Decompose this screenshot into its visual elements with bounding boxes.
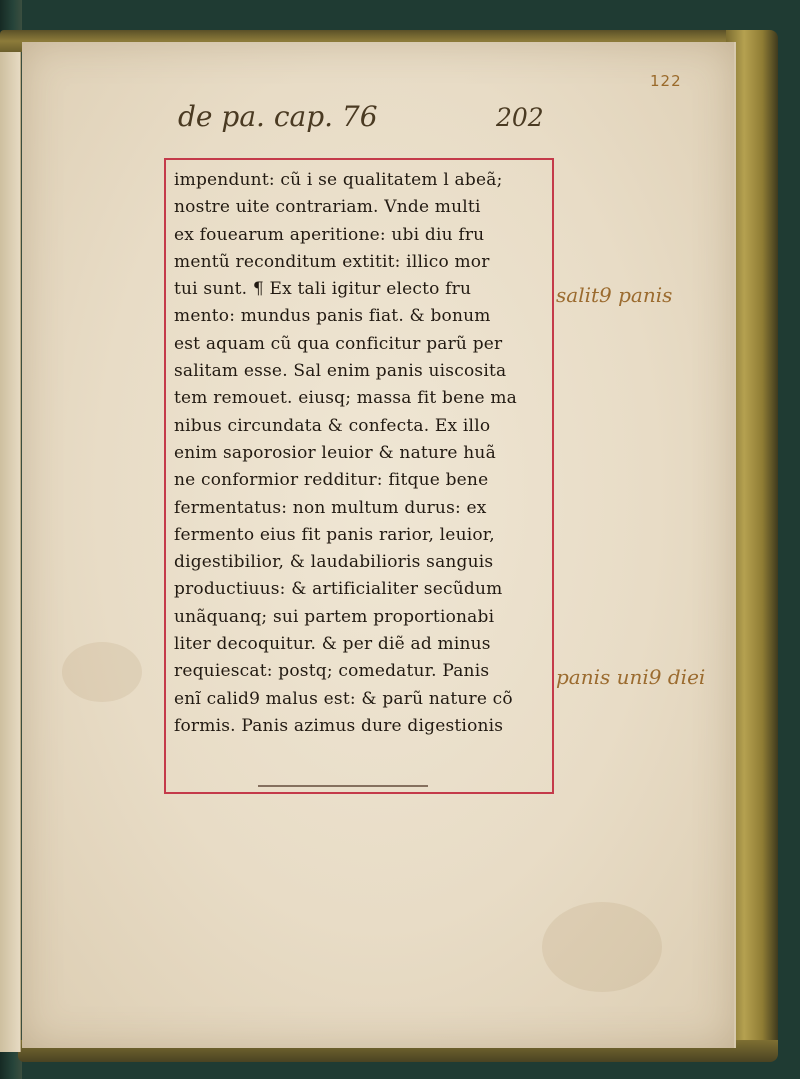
text-line: salitam esse. Sal enim panis uiscosita — [174, 361, 507, 382]
text-line: enim saporosior leuior & nature huã — [174, 442, 496, 463]
text-line: est aquam cũ qua conficitur parũ per — [174, 333, 503, 354]
text-line: fermentatus: non multum durus: ex — [174, 497, 487, 518]
text-line: mentũ reconditum extitit: illico mor — [174, 251, 490, 272]
text-line: unãquanq; sui partem proportionabi — [174, 606, 495, 627]
text-block — [174, 167, 546, 740]
running-head: de pa. cap. 76 — [178, 100, 378, 133]
paper-stain — [62, 642, 142, 702]
margin-annotation: panis uni9 diei — [556, 665, 706, 689]
text-line: ex fouearum aperitione: ubi diu fru — [174, 224, 485, 245]
text-line: productiuus: & artificialiter secũdum — [174, 579, 503, 600]
folio-number: 122 — [650, 72, 682, 90]
text-line: digestibilior, & laudabilioris sanguis — [174, 552, 494, 573]
text-line: formis. Panis azimus dure digestionis — [174, 715, 504, 736]
margin-annotation: salit9 panis — [556, 283, 673, 307]
text-line: tui sunt. ¶ Ex tali igitur electo fru — [174, 279, 472, 300]
running-head-number: 202 — [496, 103, 544, 132]
text-line: requiescat: postq; comedatur. Panis — [174, 661, 490, 682]
text-line: nibus circundata & confecta. Ex illo — [174, 415, 491, 436]
paper-stain — [542, 902, 662, 992]
text-line: fermento eius fit panis rarior, leuior, — [174, 524, 495, 545]
text-line: ne conformior redditur: fitque bene — [174, 470, 489, 491]
text-line: mento: mundus panis fiat. & bonum — [174, 306, 491, 327]
text-line: tem remouet. eiusq; massa fit bene ma — [174, 388, 518, 409]
text-line: liter decoquitur. & per diẽ ad minus — [174, 634, 491, 655]
underline-mark — [258, 785, 428, 787]
text-line: nostre uite contrariam. Vnde multi — [174, 197, 481, 218]
text-line: impendunt: cũ i se qualitatem l abeã; — [174, 170, 503, 190]
text-line: enĩ calid9 malus est: & parũ nature cõ — [174, 688, 513, 709]
left-page-edge — [0, 52, 21, 1052]
